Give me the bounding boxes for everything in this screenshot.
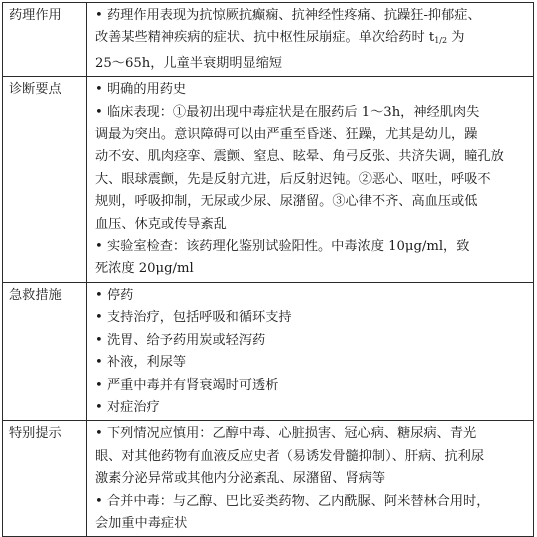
content-line: 调最为突出。意识障碍可以由严重至昏迷、狂躁，尤其是幼儿，躁 bbox=[95, 127, 478, 143]
row-label-pharmacology: 药理作用 bbox=[3, 3, 87, 77]
content-line: • 对症治疗 bbox=[95, 399, 160, 415]
row-label-special-notes: 特别提示 bbox=[3, 421, 87, 537]
content-line-text: 改善某些精神疾病的症状、抗中枢性尿崩症。单次给药时 t bbox=[95, 30, 435, 46]
half-life-subscript: 1/2 bbox=[434, 36, 448, 46]
content-line: 血压、休克或传导紊乱 bbox=[95, 216, 227, 232]
drug-info-table bbox=[2, 2, 534, 537]
content-line: 规则，呼吸抑制，无尿或少尿、尿潴留。③心律不齐、高血压或低 bbox=[95, 194, 478, 210]
content-line: • 药理作用表现为抗惊厥抗癫痫、抗神经性疼痛、抗躁狂-抑郁症、 bbox=[95, 8, 481, 23]
row-content-pharmacology bbox=[87, 3, 534, 77]
content-line: • 临床表现：①最初出现中毒症状是在服药后 1～3h，神经肌肉失 bbox=[95, 104, 480, 120]
content-line: • 明确的用药史 bbox=[95, 82, 187, 98]
drug-info-table-container bbox=[2, 2, 534, 537]
content-line: • 支持治疗，包括呼吸和循环支持 bbox=[95, 310, 292, 326]
row-label-first-aid: 急救措施 bbox=[3, 282, 87, 420]
content-line: 激素分泌异常或其他内分泌紊乱、尿潴留、肾病等 bbox=[95, 471, 386, 487]
content-line: • 实验室检查：该药理化鉴别试验阳性。中毒浓度 10μg/ml，致 bbox=[95, 239, 470, 255]
content-line bbox=[95, 27, 528, 52]
row-content-first-aid bbox=[87, 282, 534, 420]
content-line-suffix: 为 bbox=[447, 30, 465, 46]
row-content-special-notes bbox=[87, 421, 534, 537]
content-line: 死浓度 20μg/ml bbox=[95, 261, 194, 277]
content-line: • 严重中毒并有肾衰竭时可透析 bbox=[95, 377, 279, 393]
row-content-diagnosis bbox=[87, 77, 534, 283]
content-line: • 补液，利尿等 bbox=[95, 355, 187, 371]
row-label-diagnosis: 诊断要点 bbox=[3, 77, 87, 283]
content-line: • 下列情况应慎用：乙醇中毒、心脏损害、冠心病、糖尿病、青光 bbox=[95, 426, 477, 442]
table-row-first-aid bbox=[3, 282, 534, 420]
table-row-diagnosis bbox=[3, 77, 534, 283]
content-line: 大、眼球震颤，先是反射亢进，后反射迟钝。②恶心、呕吐，呼吸不 bbox=[95, 171, 491, 187]
content-line: • 停药 bbox=[95, 287, 134, 303]
content-line: • 洗胃、给予药用炭或轻泻药 bbox=[95, 332, 266, 348]
content-line: 会加重中毒症状 bbox=[95, 515, 188, 531]
content-line: • 合并中毒：与乙醇、巴比妥类药物、乙内酰脲、阿米替林合用时， bbox=[95, 493, 490, 509]
content-line: 眼、对其他药物有血液反应史者（易诱发骨髓抑制）、肝病、抗利尿 bbox=[95, 448, 485, 464]
content-line: 动不安、肌肉痉挛、震颤、窒息、眩晕、角弓反张、共济失调，瞳孔放 bbox=[95, 149, 504, 165]
table-row-special-notes bbox=[3, 421, 534, 537]
content-line: 25～65h，儿童半衰期明显缩短 bbox=[95, 55, 283, 71]
table-row-pharmacology bbox=[3, 3, 534, 77]
